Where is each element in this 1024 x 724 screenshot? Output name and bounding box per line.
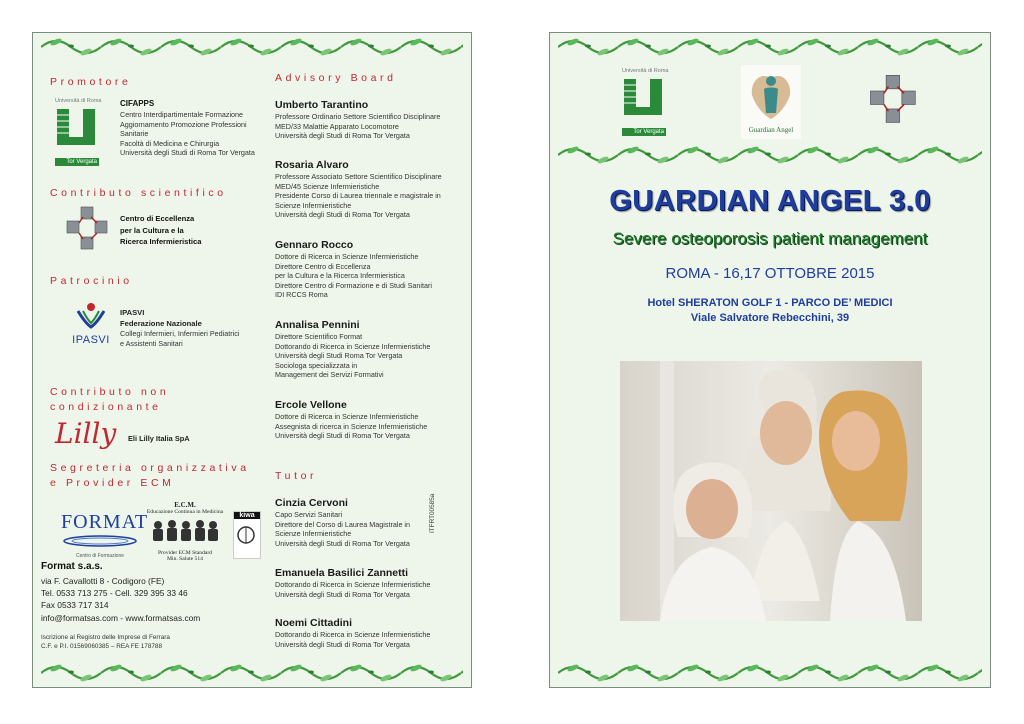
tor-vergata-logo [622, 67, 669, 135]
kiwa-certificate-icon [234, 519, 258, 551]
patrocinio-line-1: Federazione Nazionale [120, 319, 202, 328]
logo-bottom-text: Tor Vergata [622, 128, 666, 136]
contributo-title: Contributo scientifico [50, 187, 227, 199]
desc-line: Direttore Centro di Eccellenza [275, 261, 371, 271]
right-panel [549, 32, 991, 688]
non-cond-title-1: Contributo non [50, 386, 170, 398]
person-desc [275, 412, 427, 441]
person-desc [275, 252, 432, 300]
desc-line: Scienze Infermieristiche [275, 529, 352, 538]
address-line-2: Fax 0533 717 314 [41, 600, 109, 611]
segreteria-title-1: Segreteria organizzativa [50, 462, 250, 474]
person-name: Umberto Tarantino [275, 99, 369, 111]
address-line-1: Tel. 0533 713 275 - Cell. 329 395 33 46 [41, 588, 188, 599]
desc-line: Università degli Studi di Roma Tor Vergata [275, 210, 410, 219]
desc-line: Management dei Servizi Formativi [275, 370, 384, 379]
left-panel [32, 32, 472, 688]
desc-line: MED/33 Malattie Apparato Locomotore [275, 121, 399, 131]
patrocinio-sub-0: Collegi Infermieri, Infermieri Pediatrici [120, 329, 240, 338]
person-name: Noemi Cittadini [275, 617, 353, 629]
company-name: Format s.a.s. [41, 561, 103, 572]
patrocinio-text [120, 307, 239, 348]
kiwa-logo [233, 511, 261, 559]
person-desc [275, 332, 430, 380]
person-desc [275, 112, 440, 141]
non-cond-title-2: condizionante [50, 401, 162, 413]
lilly-logo: Lilly [55, 417, 117, 450]
middle-vine-decoration [558, 145, 982, 165]
company-registry [41, 633, 170, 651]
contributo-line-0: Centro di Eccellenza [120, 214, 195, 223]
segreteria-title-2: e Provider ECM [50, 477, 175, 489]
promotore-line-0: Centro Interdipartimentale Formazione [120, 110, 244, 119]
desc-line: Università degli Studi di Roma Tor Vergata [275, 131, 410, 140]
person-name: Ercole Vellone [275, 399, 347, 411]
desc-line: Scienze Infermieristiche [275, 200, 352, 210]
desc-line: Dottorando di Ricerca in Scienze Infermieristiche [275, 630, 431, 639]
advisory-person-3 [275, 319, 430, 380]
desc-line: Professore Ordinario Settore Scientifico Disciplinare [275, 112, 441, 121]
ecm-title: E.C.M. [174, 501, 196, 509]
person-name: Rosaria Alvaro [275, 159, 349, 171]
desc-line: Università degli Studi di Roma Tor Vergata [275, 431, 410, 440]
network-cubes-icon [866, 73, 922, 127]
advisory-title: Advisory Board [275, 72, 397, 84]
person-desc [275, 172, 442, 220]
tor-vergata-logo [55, 97, 102, 165]
provider-text: Provider ECM Standard [157, 550, 213, 556]
event-dates: ROMA - 16,17 OTTOBRE 2015 [665, 265, 875, 282]
desc-line: Professore Associato Settore Scientifico Disciplinare [275, 172, 442, 181]
patrocinio-title: Patrocinio [50, 275, 133, 287]
cubes-logo [866, 73, 922, 132]
desc-line: Direttore del Corso di Laurea Magistrale in [275, 519, 411, 529]
promotore-line-2: Sanitarie [120, 129, 149, 139]
document-code: ITFRT00585a [429, 493, 436, 533]
desc-line: IDI RCCS Roma [275, 290, 328, 299]
desc-line: Dottorando di Ricerca in Scienze Infermieristiche [275, 580, 431, 589]
ecm-block [141, 501, 229, 562]
address-line-0: via F. Cavallotti 8 - Codigoro (FE) [41, 576, 165, 586]
bottom-vine-decoration [41, 663, 463, 683]
desc-line: Presidente Corso di Laurea triennale e magistrale in [275, 191, 441, 200]
contributo-text [120, 213, 201, 248]
cubes-logo [63, 205, 113, 258]
registry-line-1: C.F. e P.I. 01569060385 – REA FE 178788 [41, 643, 163, 650]
promotore-line-1: Aggiornamento Promozione Professioni [120, 119, 247, 129]
desc-line: Università degli Studi di Roma Tor Vergata [275, 538, 410, 548]
desc-line: Assegnista di ricerca in Scienze Infermieristiche [275, 421, 428, 431]
person-name: Annalisa Pennini [275, 319, 360, 331]
format-waves-icon [61, 534, 139, 548]
tutor-person-1 [275, 567, 430, 599]
desc-line: Capo Servizi Sanitari [275, 510, 343, 519]
advisory-person-0 [275, 99, 440, 141]
kiwa-logo-text: kiwa [234, 512, 260, 519]
format-logo-sub: Centro di Formazione [75, 553, 125, 559]
patrocinio-line-0: IPASVI [120, 308, 145, 317]
advisory-person-2 [275, 239, 432, 300]
contributo-line-1: per la Cultura e la [120, 225, 184, 235]
person-name: Gennaro Rocco [275, 239, 354, 251]
event-subtitle: Severe osteoporosis patient management [612, 229, 928, 248]
tutor-title: Tutor [275, 470, 318, 482]
person-desc [275, 510, 410, 548]
three-women-photo [620, 361, 922, 621]
contributo-line-2: Ricerca Infermieristica [120, 237, 202, 246]
desc-line: per la Cultura e la Ricerca Infermieristica [275, 271, 405, 280]
promotore-org: CIFAPPS [120, 99, 155, 108]
person-desc [275, 580, 430, 599]
promotore-line-4: Università degli Studi di Roma Tor Vergata [120, 148, 255, 158]
desc-line: MED/45 Scienze Infermieristiche [275, 181, 380, 191]
ecm-people-icon [150, 517, 220, 543]
promotore-title: Promotore [50, 76, 132, 88]
desc-line: Università degli Studi Roma Tor Vergata [275, 351, 403, 360]
registry-line-0: Iscrizione al Registro delle Imprese di Ferrara [41, 634, 170, 641]
person-name: Cinzia Cervoni [275, 497, 348, 509]
guardian-angel-logo [741, 65, 801, 139]
desc-line: Università degli Studi di Roma Tor Vergata [275, 639, 410, 649]
desc-line: Dottore di Ricerca in Scienze Infermieristiche [275, 412, 419, 421]
company-address [41, 575, 200, 624]
promotore-text [120, 99, 255, 158]
university-u-icon [622, 77, 666, 123]
format-logo-text: FORMAT [61, 511, 149, 533]
advisory-person-4 [275, 399, 427, 441]
format-logo [61, 511, 149, 559]
lilly-sponsor: Eli Lilly Italia SpA [128, 434, 190, 443]
provider-sub: Min. Salute 514 [167, 556, 203, 562]
desc-line: Università degli Studi di Roma Tor Vergata [275, 589, 410, 599]
logo-top-text: Università di Roma [622, 68, 669, 74]
tutor-person-2 [275, 617, 430, 649]
ipasvi-logo-text: IPASVI [72, 334, 110, 346]
person-name: Emanuela Basilici Zannetti [275, 567, 409, 579]
desc-line: Dottorando di Ricerca in Scienze Infermieristiche [275, 341, 431, 351]
ipasvi-logo [67, 301, 115, 346]
logo-top-text: Università di Roma [55, 98, 102, 104]
desc-line: Direttore Centro di Formazione e di Studi Sanitari [275, 280, 432, 290]
venue-line-2: Viale Salvatore Rebecchini, 39 [690, 312, 850, 324]
network-cubes-icon [63, 205, 113, 253]
promotore-line-3: Facoltà di Medicina e Chirurgia [120, 138, 220, 148]
logo-bottom-text: Tor Vergata [55, 158, 99, 166]
ecm-subtitle: Educazione Continua in Medicina [146, 509, 224, 515]
patrocinio-sub-1: e Assistenti Sanitari [120, 338, 183, 348]
tutor-person-0 [275, 497, 410, 548]
guardian-angel-icon [746, 65, 796, 121]
guardian-angel-logo-text: Guardian Angel [748, 126, 794, 134]
ipasvi-emblem-icon [74, 301, 108, 329]
top-vine-decoration [558, 37, 982, 57]
desc-line: Dottore di Ricerca in Scienze Infermieristiche [275, 252, 419, 261]
bottom-vine-decoration [558, 663, 982, 683]
venue-line-1: Hotel SHERATON GOLF 1 - PARCO DE’ MEDICI [647, 297, 893, 309]
university-u-icon [55, 107, 99, 153]
person-desc [275, 630, 430, 649]
desc-line: Sociologa specializzata in [275, 360, 358, 370]
desc-line: Direttore Scientifico Format [275, 332, 363, 341]
top-vine-decoration [41, 37, 463, 57]
women-photo-illustration [620, 361, 922, 621]
event-title: GUARDIAN ANGEL 3.0 [609, 185, 931, 217]
advisory-person-1 [275, 159, 442, 220]
address-line-3: info@formatsas.com - www.formatsas.com [41, 612, 201, 623]
